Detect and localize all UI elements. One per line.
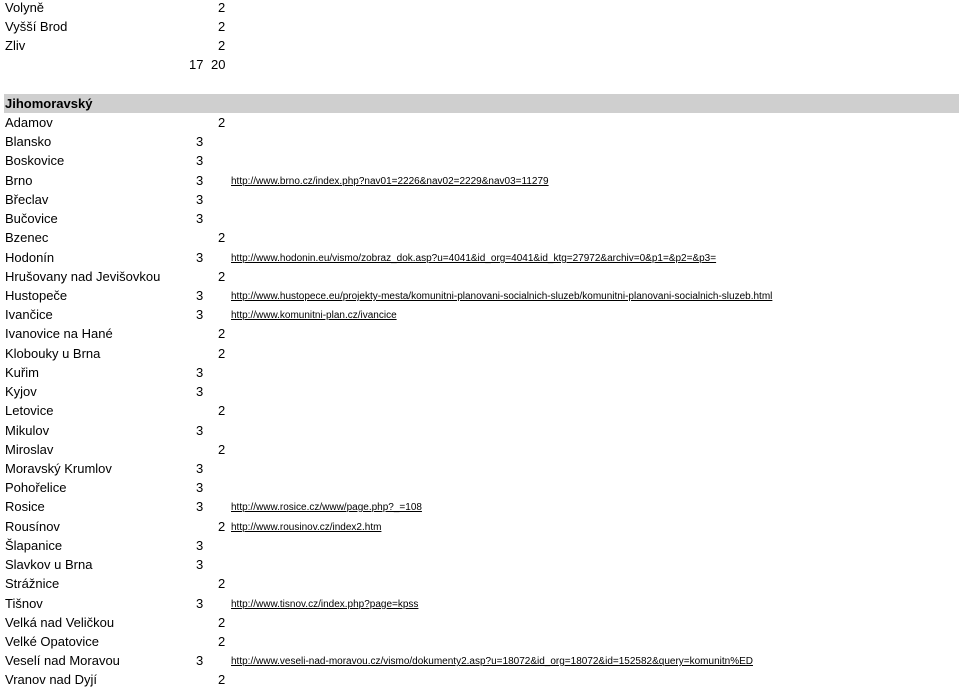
score-3: 3 bbox=[196, 480, 204, 495]
city-name: Boskovice bbox=[5, 153, 65, 168]
table-row bbox=[0, 478, 960, 497]
score-3: 3 bbox=[196, 538, 204, 553]
score-3: 3 bbox=[196, 173, 204, 188]
score-2: 2 bbox=[218, 346, 226, 361]
city-name: Kuřim bbox=[5, 365, 39, 380]
city-name: Brno bbox=[5, 173, 33, 188]
table-row bbox=[0, 440, 960, 459]
table-row bbox=[0, 0, 960, 17]
table-row bbox=[0, 459, 960, 478]
table-row bbox=[0, 36, 960, 55]
table-row bbox=[0, 267, 960, 286]
city-name: Tišnov bbox=[5, 596, 43, 611]
city-name: Velká nad Veličkou bbox=[5, 615, 115, 630]
plan-link[interactable]: http://www.komunitni-plan.cz/ivancice bbox=[231, 310, 397, 321]
city-name: Moravský Krumlov bbox=[5, 461, 112, 476]
city-name: Břeclav bbox=[5, 192, 49, 207]
city-name: Rousínov bbox=[5, 519, 60, 534]
score-3: 3 bbox=[196, 307, 204, 322]
table-row bbox=[0, 286, 960, 305]
city-name: Miroslav bbox=[5, 442, 54, 457]
score-2: 2 bbox=[218, 115, 226, 130]
city-name: Mikulov bbox=[5, 423, 50, 438]
table-row bbox=[0, 305, 960, 324]
table-row bbox=[0, 651, 960, 670]
table-row bbox=[0, 517, 960, 536]
region-header bbox=[4, 94, 959, 113]
score-3: 3 bbox=[196, 557, 204, 572]
plan-link[interactable]: http://www.veseli-nad-moravou.cz/vismo/dokumenty2.asp?u=18072&id_org=18072&id=152582&query=komunitn%ED bbox=[231, 656, 753, 667]
score-2: 2 bbox=[218, 442, 226, 457]
score-3: 3 bbox=[196, 499, 204, 514]
city-name: Rosice bbox=[5, 499, 45, 514]
city-name: Bučovice bbox=[5, 211, 58, 226]
total-2: 20 bbox=[211, 57, 226, 72]
city-name: Zliv bbox=[5, 38, 26, 53]
score-2: 2 bbox=[218, 38, 226, 53]
score-2: 2 bbox=[218, 403, 226, 418]
city-name: Šlapanice bbox=[5, 538, 63, 553]
city-name: Kyjov bbox=[5, 384, 37, 399]
city-name: Slavkov u Brna bbox=[5, 557, 93, 572]
table-row bbox=[0, 17, 960, 36]
city-name: Hrušovany nad Jevišovkou bbox=[5, 269, 161, 284]
score-2: 2 bbox=[218, 634, 226, 649]
table-row bbox=[0, 574, 960, 593]
table-row bbox=[0, 613, 960, 632]
score-3: 3 bbox=[196, 134, 204, 149]
score-3: 3 bbox=[196, 288, 204, 303]
score-3: 3 bbox=[196, 461, 204, 476]
city-name: Ivanovice na Hané bbox=[5, 326, 113, 341]
score-3: 3 bbox=[196, 596, 204, 611]
score-2: 2 bbox=[218, 0, 226, 15]
city-name: Veselí nad Moravou bbox=[5, 653, 120, 668]
plan-link[interactable]: http://www.rosice.cz/www/page.php?_=108 bbox=[231, 502, 422, 513]
table-row bbox=[0, 132, 960, 151]
city-name: Strážnice bbox=[5, 576, 60, 591]
table-row bbox=[0, 421, 960, 440]
city-name: Hodonín bbox=[5, 250, 55, 265]
city-name: Klobouky u Brna bbox=[5, 346, 101, 361]
plan-link[interactable]: http://www.rousinov.cz/index2.htm bbox=[231, 522, 382, 533]
score-2: 2 bbox=[218, 19, 226, 34]
plan-link[interactable]: http://www.hodonin.eu/vismo/zobraz_dok.asp?u=4041&id_org=4041&id_ktg=27972&archiv=0&p1=&p2=&p3= bbox=[231, 253, 717, 264]
score-2: 2 bbox=[218, 576, 226, 591]
score-2: 2 bbox=[218, 269, 226, 284]
table-row bbox=[0, 382, 960, 401]
score-3: 3 bbox=[196, 653, 204, 668]
table-row bbox=[0, 555, 960, 574]
score-2: 2 bbox=[218, 519, 226, 534]
plan-link[interactable]: http://www.hustopece.eu/projekty-mesta/komunitni-planovani-socialnich-sluzeb/komunitni-planovani-socialnich-sluzeb.html bbox=[231, 291, 773, 302]
table-row bbox=[0, 190, 960, 209]
score-3: 3 bbox=[196, 384, 204, 399]
table-row bbox=[0, 536, 960, 555]
table-row bbox=[0, 113, 960, 132]
city-name: Ivančice bbox=[5, 307, 53, 322]
city-name: Hustopeče bbox=[5, 288, 68, 303]
totals-row bbox=[0, 55, 960, 74]
table-row bbox=[0, 151, 960, 170]
plan-link[interactable]: http://www.tisnov.cz/index.php?page=kpss bbox=[231, 599, 419, 610]
score-3: 3 bbox=[196, 250, 204, 265]
city-name: Blansko bbox=[5, 134, 52, 149]
city-name: Velké Opatovice bbox=[5, 634, 99, 649]
table-row bbox=[0, 171, 960, 190]
score-2: 2 bbox=[218, 326, 226, 341]
score-3: 3 bbox=[196, 211, 204, 226]
table-row bbox=[0, 670, 960, 689]
table-row bbox=[0, 209, 960, 228]
city-name: Vranov nad Dyjí bbox=[5, 672, 98, 687]
table-row bbox=[0, 324, 960, 343]
score-3: 3 bbox=[196, 423, 204, 438]
table-row bbox=[0, 401, 960, 420]
score-3: 3 bbox=[196, 365, 204, 380]
score-2: 2 bbox=[218, 230, 226, 245]
plan-link[interactable]: http://www.brno.cz/index.php?nav01=2226&nav02=2229&nav03=11279 bbox=[231, 176, 549, 187]
table-row bbox=[0, 632, 960, 651]
region-title: Jihomoravský bbox=[5, 96, 93, 111]
score-2: 2 bbox=[218, 672, 226, 687]
table-row bbox=[0, 594, 960, 613]
table-row bbox=[0, 344, 960, 363]
city-name: Bzenec bbox=[5, 230, 49, 245]
score-3: 3 bbox=[196, 192, 204, 207]
score-3: 3 bbox=[196, 153, 204, 168]
score-2: 2 bbox=[218, 615, 226, 630]
table-row bbox=[0, 228, 960, 247]
city-name: Vyšší Brod bbox=[5, 19, 68, 34]
city-name: Letovice bbox=[5, 403, 54, 418]
table-row bbox=[0, 363, 960, 382]
total-3: 17 bbox=[189, 57, 204, 72]
city-name: Adamov bbox=[5, 115, 53, 130]
table-row bbox=[0, 497, 960, 516]
table-row bbox=[0, 248, 960, 267]
city-name: Pohořelice bbox=[5, 480, 67, 495]
city-name: Volyně bbox=[5, 0, 45, 15]
